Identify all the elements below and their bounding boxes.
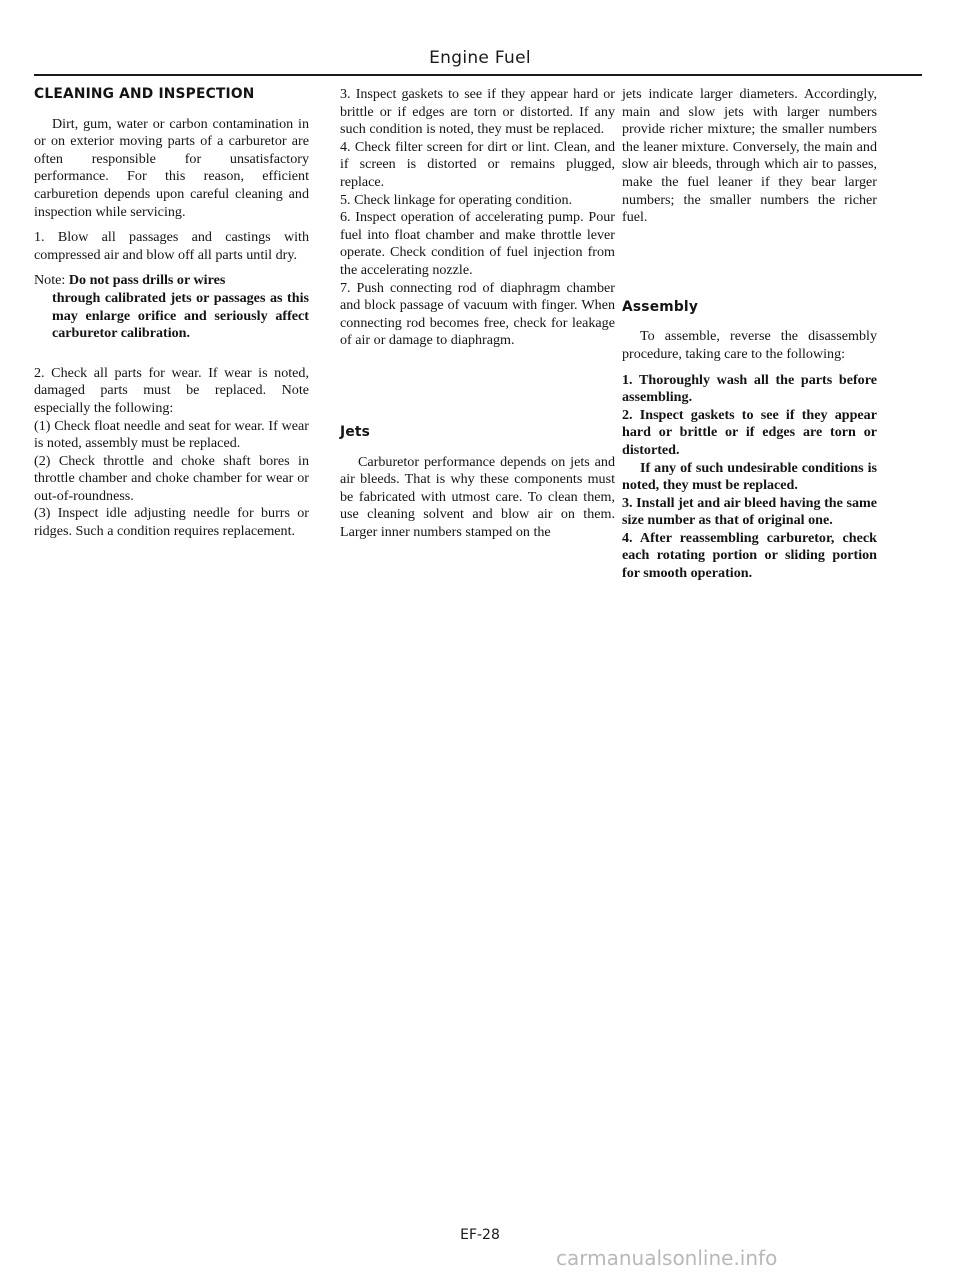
step-7: 7. Push connecting rod of diaphragm chamber and block passage of vacuum with finger. When connecting rod becomes free, check for leakage of air or damage to diaphragm. [340, 279, 615, 349]
substep-1: (1) Check float needle and seat for wear. If wear is noted, assembly must be replaced. [34, 417, 309, 452]
note-first-line: Do not pass drills or wires [68, 272, 226, 289]
step-6: 6. Inspect operation of accelerating pump. Pour fuel into float chamber and make throttle lever operate. Check condition of fuel injection from the accelerating nozzle. [340, 209, 615, 278]
assembly-intro: To assemble, reverse the disassembly procedure, taking care to the following: [622, 328, 877, 362]
assembly-step-3: 3. Install jet and air bleed having the same size number as that of original one. [622, 494, 877, 529]
heading-jets: Jets [340, 423, 371, 440]
heading-cleaning-inspection: CLEANING AND INSPECTION [34, 86, 255, 102]
step-1: 1. Blow all passages and castings with compressed air and blow off all parts until dry. [34, 229, 309, 263]
step-2: 2. Check all parts for wear. If wear is noted, damaged parts must be replaced. Note especially the following: [34, 364, 309, 416]
assembly-step-4: 4. After reassembling carburetor, check each rotating portion or sliding portion for smooth operation. [622, 529, 877, 582]
substep-2: (2) Check throttle and choke shaft bores in throttle chamber and choke chamber for wear or out-of-roundness. [34, 452, 309, 504]
heading-assembly: Assembly [622, 298, 699, 315]
assembly-step-2: 2. Inspect gaskets to see if they appear hard or brittle or if edges are torn or distorted. [622, 406, 877, 458]
intro-paragraph: Dirt, gum, water or carbon contamination in or on exterior moving parts of a carburetor are often responsible for unsatisfactory performance. For this reason, efficient carburetion depends upon careful cleaning and inspection while servicing. [34, 115, 309, 220]
note-label: Note: [34, 272, 66, 289]
page-header-title: Engine Fuel [429, 48, 531, 68]
column-left [34, 86, 309, 541]
note-continuation: through calibrated jets or passages as this may enlarge orifice and seriously affect carburetor calibration. [52, 289, 309, 342]
header-rule [34, 74, 922, 76]
assembly-step-2-cont: If any of such undesirable conditions is noted, they must be replaced. [622, 459, 877, 494]
watermark: carmanualsonline.info [556, 1246, 778, 1270]
jets-paragraph: Carburetor performance depends on jets and air bleeds. That is why these components must be fabricated with utmost care. To clean them, use cleaning solvent and blow air on them. Larger inner numbers stamped on the [340, 453, 615, 540]
column-right [622, 86, 877, 583]
note-block [34, 272, 309, 290]
step-4: 4. Check filter screen for dirt or lint. Clean, and if screen is distorted or remains plugged, replace. [340, 138, 615, 190]
substep-3: (3) Inspect idle adjusting needle for burrs or ridges. Such a condition requires replacement. [34, 505, 309, 540]
column-middle [340, 86, 615, 541]
assembly-step-1: 1. Thoroughly wash all the parts before assembling. [622, 371, 877, 406]
page-number: EF-28 [460, 1227, 500, 1243]
jets-continuation: jets indicate larger diameters. Accordingly, main and slow jets with larger numbers provide richer mixture; the smaller numbers the leaner mixture. Conversely, the main and slow air bleeds, through which air to passes, make the fuel leaner if they bear larger numbers; the smaller numbers the richer fuel. [622, 86, 877, 226]
step-5: 5. Check linkage for operating condition. [340, 191, 573, 208]
step-3: 3. Inspect gaskets to see if they appear hard or brittle or if edges are torn or distorted. If any such condition is noted, they must be replaced. [340, 86, 615, 138]
